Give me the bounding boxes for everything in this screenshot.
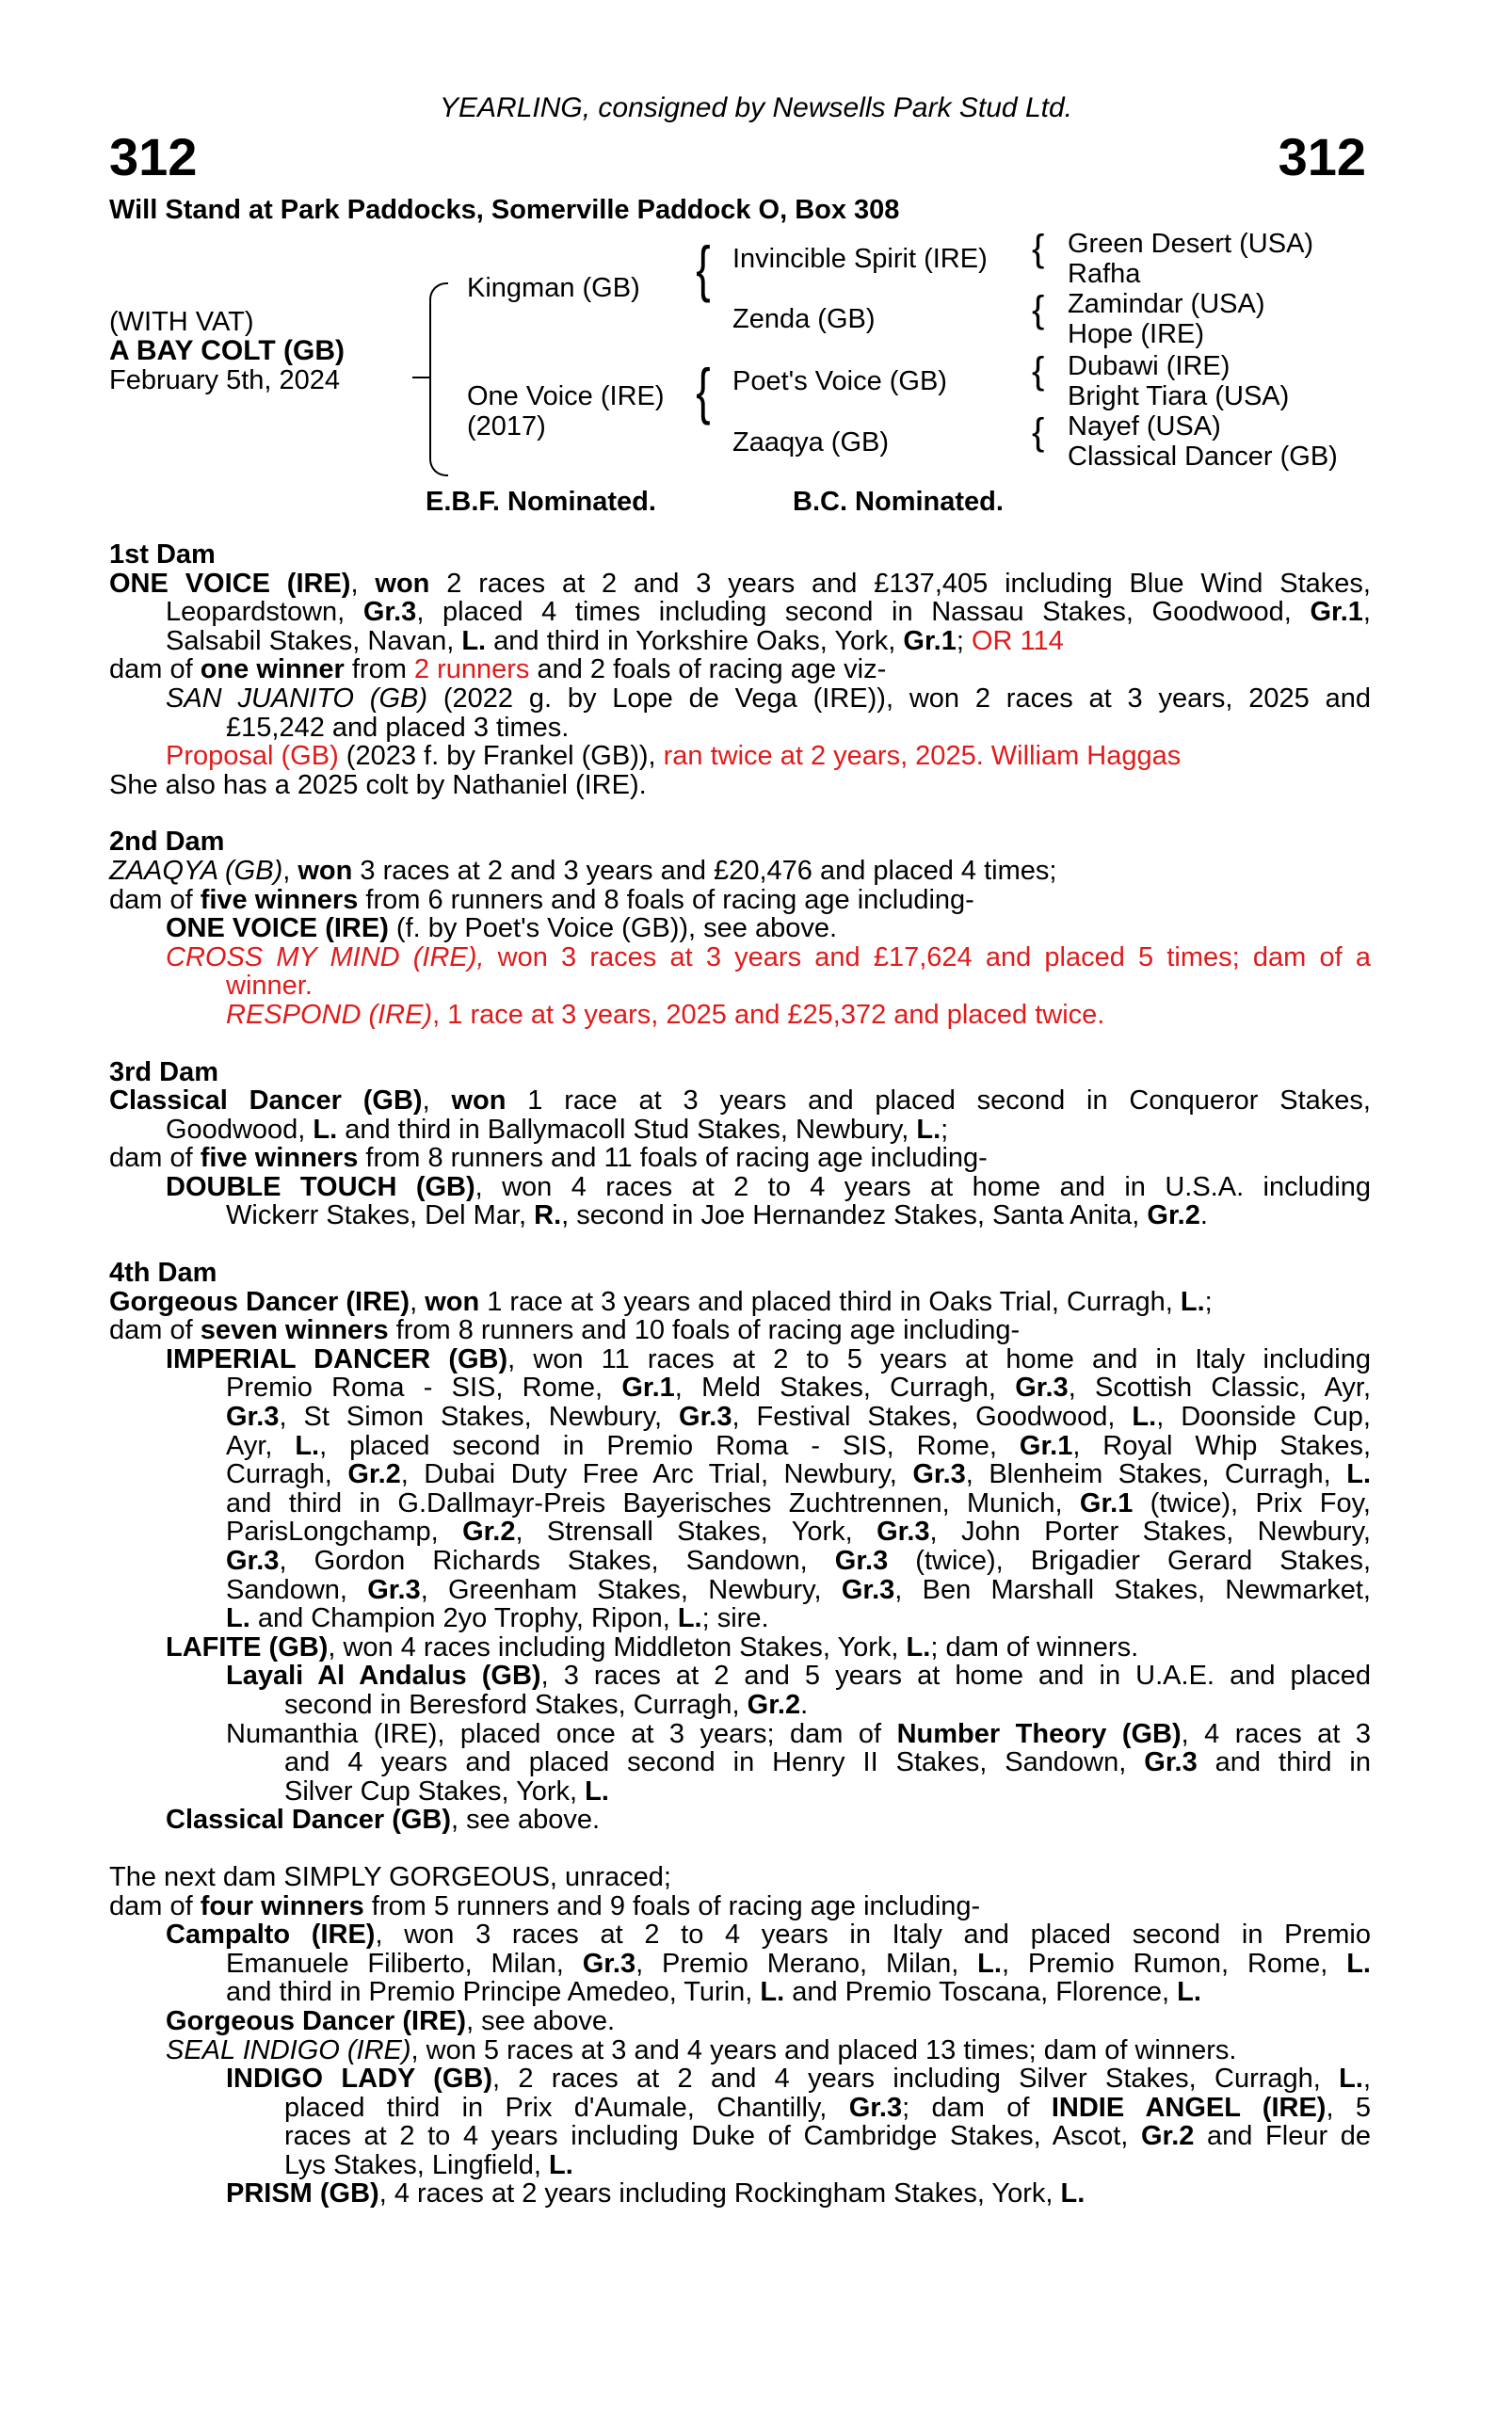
text: Ayr, (226, 1430, 296, 1461)
text: R. (534, 1200, 562, 1231)
next-dam-line (109, 2179, 1371, 2209)
dam4-line (109, 1518, 1371, 1547)
dam-dam-dam: Classical Dancer (GB) (1068, 442, 1338, 472)
text: won 3 races at 3 years and £17,624 and placed 5 times; dam of a (484, 941, 1371, 972)
dam2-line (109, 914, 1371, 943)
text: Gr.3 (1015, 1373, 1069, 1404)
text: dam of (109, 1315, 201, 1346)
text: and third in Ballymacoll Stud Stakes, Newbury, (337, 1114, 917, 1145)
text: (twice), Prix Foy, (1133, 1487, 1371, 1518)
text: Gr.3 (362, 597, 417, 628)
text: dam of (109, 1143, 201, 1174)
sire-dam: Zenda (GB) (732, 304, 876, 334)
text: L. (1132, 1402, 1157, 1433)
section-title-dam2: 2nd Dam (109, 827, 225, 858)
sd-brace: { (1032, 289, 1045, 330)
text: L. (1060, 2178, 1086, 2209)
text: , Blenheim Stakes, Curragh, (965, 1459, 1347, 1490)
next-dam-line (109, 2122, 1371, 2151)
dam-sire: Poet's Voice (GB) (732, 366, 947, 396)
text: IMPERIAL DANCER (GB) (166, 1343, 508, 1374)
text: Gr.2 (462, 1517, 516, 1548)
text: , Royal Whip Stakes, (1072, 1430, 1372, 1461)
text: ONE VOICE (IRE) (166, 913, 389, 944)
text: Gr.3 (834, 1546, 889, 1576)
text: from (344, 654, 414, 685)
text: , won 11 races at 2 to 5 years at home and in Italy including (507, 1343, 1371, 1374)
text: Gr.3 (679, 1402, 732, 1433)
text: from 5 runners and 9 foals of racing age including- (363, 1890, 981, 1921)
text: L. (461, 625, 487, 656)
text: winner. (226, 971, 313, 1002)
text: , Premio Rumon, Rome, (1001, 1948, 1347, 1979)
next-dam-line (109, 1863, 1371, 1892)
dam1-line (109, 771, 1371, 800)
pedigree-brace-tip (412, 377, 431, 378)
text: won (451, 1085, 507, 1117)
text: Gr.1 (621, 1373, 675, 1404)
text: , won 5 races at 3 and 4 years and placed 13 times; dam of winners. (410, 2034, 1237, 2065)
text: dam of (109, 1890, 201, 1921)
text: , Meld Stakes, Curragh, (674, 1373, 1016, 1404)
dam4-line (109, 1432, 1371, 1461)
text: , 2 races at 2 and 4 years including Silver Stakes, Curragh, (491, 2064, 1340, 2095)
horse-name: A BAY COLT (GB) (109, 335, 346, 366)
lot-number-left: 312 (109, 127, 198, 186)
dam1-line (109, 570, 1371, 599)
dam4-line (109, 1576, 1371, 1605)
bc-nominated: B.C. Nominated. (793, 487, 1004, 517)
text: and Fleur de (1194, 2121, 1372, 2152)
text: INDIGO LADY (GB) (226, 2064, 492, 2095)
text: ran twice at 2 years, 2025. William Haggas (663, 741, 1182, 772)
sire-dam-dam: Hope (IRE) (1068, 319, 1205, 349)
text: and third in G.Dallmayr-Preis Bayerisches Zuchtrennen, Munich, (226, 1487, 1080, 1518)
text: Number Theory (GB) (896, 1718, 1182, 1749)
text: 1 race at 3 years and placed second in Conqueror Stakes, (506, 1085, 1371, 1117)
dam4-line (109, 1374, 1371, 1403)
ss-brace: { (1032, 228, 1045, 269)
text: £15,242 and placed 3 times. (226, 712, 570, 743)
text: Gr.3 (582, 1948, 636, 1979)
text: Classical Dancer (GB) (166, 1805, 452, 1836)
text: (2022 g. by Lope de Vega (IRE)), won 2 races at 3 years, 2025 and (427, 683, 1371, 714)
text: ; (941, 1114, 949, 1145)
text: , Festival Stakes, Goodwood, (732, 1402, 1133, 1433)
dam4-line (109, 1403, 1371, 1432)
sire-brace: { (696, 233, 711, 303)
dam-brace: { (696, 356, 711, 426)
text: L. (585, 1775, 609, 1807)
text: , St Simon Stakes, Newbury, (279, 1402, 680, 1433)
dam4-line (109, 1691, 1371, 1720)
text: L. (1180, 1286, 1205, 1317)
text: placed third in Prix d'Aumale, Chantilly, (284, 2092, 849, 2123)
next-dam-line (109, 2007, 1371, 2036)
dam2-line (109, 1001, 1371, 1030)
text: five winners (200, 1143, 359, 1174)
text: Gr.3 (226, 1546, 280, 1576)
dam4-line (109, 1720, 1371, 1749)
dam4-line (109, 1777, 1371, 1807)
text: and third in Premio Principe Amedeo, Turin, (226, 1977, 761, 2008)
text: (twice), Brigadier Gerard Stakes, (888, 1546, 1371, 1576)
text: and third in (1197, 1747, 1372, 1778)
text: , John Porter Stakes, Newbury, (929, 1517, 1371, 1548)
text: Gr.2 (1147, 1200, 1200, 1231)
text: Gr.3 (1144, 1747, 1198, 1778)
text: and Champion 2yo Trophy, Ripon, (249, 1603, 678, 1634)
text: , 3 races at 2 and 5 years at home and in U.A.E. and placed (540, 1661, 1372, 1692)
next-dam-line (109, 1920, 1371, 1950)
text: from 8 runners and 11 foals of racing age including- (358, 1143, 988, 1174)
text: Emanuele Filiberto, Milan, (226, 1948, 583, 1979)
text: L. (226, 1603, 250, 1634)
text: CROSS MY MIND (IRE), (166, 941, 485, 972)
text: , won 3 races at 2 to 4 years in Italy and placed second in Premio (375, 1920, 1371, 1951)
horse-dob: February 5th, 2024 (109, 365, 341, 395)
text: Gr.3 (841, 1574, 895, 1605)
vat-note: (WITH VAT) (109, 307, 254, 337)
text: Gr.3 (226, 1402, 280, 1433)
text: , Greenham Stakes, Newbury, (420, 1574, 842, 1605)
dam3-line (109, 1173, 1371, 1202)
dam3-line (109, 1086, 1371, 1116)
text: The next dam SIMPLY GORGEOUS, unraced; (109, 1861, 671, 1892)
text: L. (906, 1631, 931, 1663)
text: 3 races at 2 and 3 years and £20,476 and placed 4 times; (352, 855, 1057, 886)
spacer (109, 799, 1371, 827)
text: Silver Cup Stakes, York, (284, 1775, 586, 1807)
text: Wickerr Stakes, Del Mar, (226, 1200, 535, 1231)
text: Gr.2 (747, 1689, 801, 1720)
section-title-dam1: 1st Dam (109, 539, 216, 570)
text: , Strensall Stakes, York, (515, 1517, 877, 1548)
text: Gr.1 (1019, 1430, 1073, 1461)
dam-name: One Voice (IRE) (467, 381, 665, 411)
text: , won 4 races at 2 to 4 years at home and in U.S.A. including (475, 1171, 1371, 1202)
section-title-dam3: 3rd Dam (109, 1056, 219, 1087)
text: , (282, 855, 298, 886)
dam1-line (109, 742, 1371, 771)
text: Gr.1 (1310, 597, 1363, 628)
dam2-line (109, 886, 1371, 915)
text: Gr.1 (1079, 1487, 1134, 1518)
spacer (109, 1835, 1371, 1863)
text: Gr.3 (912, 1459, 966, 1490)
text: L. (1177, 1977, 1201, 2008)
dam1-line (109, 627, 1371, 656)
pedigree-brace-bottom (429, 378, 448, 476)
text: L. (1346, 1459, 1372, 1490)
text: from 8 runners and 10 foals of racing age including- (388, 1315, 1021, 1346)
text: ; dam of winners. (930, 1631, 1139, 1663)
text: ; sire. (701, 1603, 769, 1634)
next-dam-line (109, 1978, 1371, 2007)
sire-sire-sire: Green Desert (USA) (1068, 229, 1314, 259)
text: and 2 foals of racing age viz- (529, 654, 887, 685)
text: ; (956, 625, 972, 656)
dam2-line (109, 943, 1371, 972)
text: races at 2 to 4 years including Duke of Cambridge Stakes, Ascot, (284, 2121, 1141, 2152)
text: Premio Roma - SIS, Rome, (226, 1373, 622, 1404)
dam2-line (109, 972, 1371, 1001)
text: , Scottish Classic, Ayr, (1068, 1373, 1372, 1404)
text: ZAAQYA (GB) (109, 855, 283, 886)
dam4-line (109, 1604, 1371, 1633)
dam-dam-sire: Nayef (USA) (1068, 411, 1221, 442)
text: , (1362, 597, 1371, 628)
text: , 1 race at 3 years, 2025 and £25,372 and placed twice. (432, 999, 1105, 1030)
text: won (375, 568, 430, 599)
text: , Ben Marshall Stakes, Newmarket, (894, 1574, 1371, 1605)
text: SEAL INDIGO (IRE) (166, 2034, 411, 2065)
dam1-line (109, 714, 1371, 743)
next-dam-line (109, 1892, 1371, 1921)
text: (2023 f. by Frankel (GB)), (338, 741, 664, 772)
spacer (109, 1230, 1371, 1259)
text: Gr.3 (848, 2092, 903, 2123)
text: Campalto (IRE) (166, 1920, 376, 1951)
dam4-line (109, 1633, 1371, 1663)
text: , 4 races at 2 years including Rockingham Stakes, York, (378, 2178, 1061, 2209)
text: DOUBLE TOUCH (GB) (166, 1171, 475, 1202)
text: , won 4 races including Middleton Stakes, York, (328, 1631, 907, 1663)
dam4-line (109, 1288, 1371, 1317)
text: seven winners (200, 1315, 389, 1346)
ds-brace: { (1032, 350, 1045, 392)
text: dam of (109, 884, 201, 915)
next-dam-line (109, 1950, 1371, 1979)
text: L. (313, 1114, 338, 1145)
lot-number-right: 312 (1278, 127, 1366, 186)
text: , Gordon Richards Stakes, Sandown, (279, 1546, 835, 1576)
text: LAFITE (GB) (166, 1631, 329, 1663)
text: , see above. (466, 2005, 616, 2036)
text: L. (549, 2149, 573, 2180)
text: Classical Dancer (GB) (109, 1085, 423, 1117)
dam4-line (109, 1748, 1371, 1777)
text: L. (1346, 1948, 1371, 1979)
text: She also has a 2025 colt by Nathaniel (IRE). (109, 769, 647, 800)
dam4-line (109, 1460, 1371, 1489)
text: five winners (200, 884, 359, 915)
section-title-dam4: 4th Dam (109, 1258, 217, 1289)
consignment-line: YEARLING, consigned by Newsells Park Stud Ltd. (440, 92, 1072, 123)
text: dam of (109, 654, 201, 685)
stand-location: Will Stand at Park Paddocks, Somerville Paddock O, Box 308 (109, 195, 900, 225)
sire-sire: Invincible Spirit (IRE) (732, 244, 988, 274)
text: ; (1204, 1286, 1213, 1317)
text: . (800, 1689, 809, 1720)
text: Sandown, (226, 1574, 368, 1605)
dam4-line (109, 1345, 1371, 1374)
text: L. (1339, 2064, 1363, 2095)
text: , 4 races at 3 (1181, 1718, 1371, 1749)
text: won (298, 855, 353, 886)
text: Lys Stakes, Lingfield, (284, 2149, 550, 2180)
text: , Premio Merano, Milan, (635, 1948, 978, 1979)
dam4-line (109, 1489, 1371, 1518)
text: 2 runners (413, 654, 530, 685)
text: Leopardstown, (166, 597, 363, 628)
text: , see above. (451, 1805, 601, 1836)
text: . (1199, 1200, 1208, 1231)
text: and third in Yorkshire Oaks, York, (486, 625, 904, 656)
text: one winner (200, 654, 345, 685)
text: Gr.2 (1140, 2121, 1195, 2152)
text: L. (916, 1114, 941, 1145)
text: INDIE ANGEL (IRE) (1051, 2092, 1327, 2123)
text: (f. by Poet's Voice (GB)), see above. (388, 913, 838, 944)
text: , placed second in Premio Roma - SIS, Rome, (319, 1430, 1020, 1461)
dam1-line (109, 684, 1371, 714)
pedigree-brace-top (429, 282, 448, 380)
next-dam-line (109, 2151, 1371, 2180)
text: 2 races at 2 and 3 years and £137,405 including Blue Wind Stakes, (429, 568, 1371, 599)
text: Goodwood, (166, 1114, 314, 1145)
dam1-name: ONE VOICE (IRE) (109, 568, 351, 599)
text: and 4 years and placed second in Henry II Stakes, Sandown, (284, 1747, 1145, 1778)
text: L. (677, 1603, 702, 1634)
text: Gr.1 (903, 625, 957, 656)
text: Gr.3 (367, 1574, 421, 1605)
text: Gr.2 (347, 1459, 401, 1490)
text: Numanthia (IRE), placed once at 3 years; dam of (226, 1718, 897, 1749)
dam4-line (109, 1662, 1371, 1691)
text: , Doonside Cup, (1156, 1402, 1371, 1433)
text: Salsabil Stakes, Navan, (166, 625, 462, 656)
ebf-nominated: E.B.F. Nominated. (426, 487, 656, 517)
dam1-line (109, 598, 1371, 627)
spacer (109, 1030, 1371, 1058)
dam3-line (109, 1116, 1371, 1145)
text: , (422, 1085, 452, 1117)
text: , Dubai Duty Free Arc Trial, Newbury, (400, 1459, 913, 1490)
dam2-line (109, 857, 1371, 886)
text: and Premio Toscana, Florence, (784, 1977, 1178, 2008)
dam3-line (109, 1201, 1371, 1230)
text: L. (977, 1948, 1002, 1979)
text: won (425, 1286, 480, 1317)
dam-year: (2017) (467, 411, 546, 442)
text: from 6 runners and 8 foals of racing age including- (358, 884, 974, 915)
text: , second in Joe Hernandez Stakes, Santa Anita, (561, 1200, 1148, 1231)
text: , placed 4 times including second in Nassau Stakes, Goodwood, (416, 597, 1311, 628)
dam1-line (109, 655, 1371, 684)
text: four winners (200, 1890, 364, 1921)
dam3-line (109, 1144, 1371, 1173)
dam4-line (109, 1316, 1371, 1345)
dam-sire-dam: Bright Tiara (USA) (1068, 381, 1290, 411)
official-rating: OR 114 (971, 625, 1064, 656)
text: ParisLongchamp, (226, 1517, 463, 1548)
dam4-line (109, 1806, 1371, 1835)
text: Gorgeous Dancer (IRE) (166, 2005, 467, 2036)
dam-sire-sire: Dubawi (IRE) (1068, 351, 1231, 381)
text: L. (295, 1430, 320, 1461)
text: PRISM (GB) (226, 2178, 379, 2209)
text: second in Beresford Stakes, Curragh, (284, 1689, 748, 1720)
text: SAN JUANITO (GB) (166, 683, 428, 714)
text: Gr.3 (877, 1517, 930, 1548)
text: , (350, 568, 376, 599)
sire-dam-sire: Zamindar (USA) (1068, 289, 1265, 319)
dam4-line (109, 1547, 1371, 1576)
text: , 5 (1326, 2092, 1371, 2123)
text: Curragh, (226, 1459, 348, 1490)
sire-name: Kingman (GB) (467, 273, 640, 303)
text: Gorgeous Dancer (IRE) (109, 1286, 410, 1317)
text: , (410, 1286, 426, 1317)
text: L. (760, 1977, 785, 2008)
text: 1 race at 3 years and placed third in Oaks Trial, Curragh, (479, 1286, 1181, 1317)
catalogue-body (109, 540, 1371, 2209)
text: , (1362, 2064, 1371, 2095)
next-dam-line (109, 2036, 1371, 2065)
text: Proposal (GB) (166, 741, 339, 772)
next-dam-line (109, 2094, 1371, 2123)
dam-dam: Zaaqya (GB) (732, 427, 889, 458)
text: RESPOND (IRE) (226, 999, 433, 1030)
sire-sire-dam: Rafha (1068, 259, 1141, 289)
text: ; dam of (902, 2092, 1052, 2123)
next-dam-line (109, 2065, 1371, 2094)
text: Layali Al Andalus (GB) (226, 1661, 541, 1692)
dd-brace: { (1032, 411, 1045, 453)
